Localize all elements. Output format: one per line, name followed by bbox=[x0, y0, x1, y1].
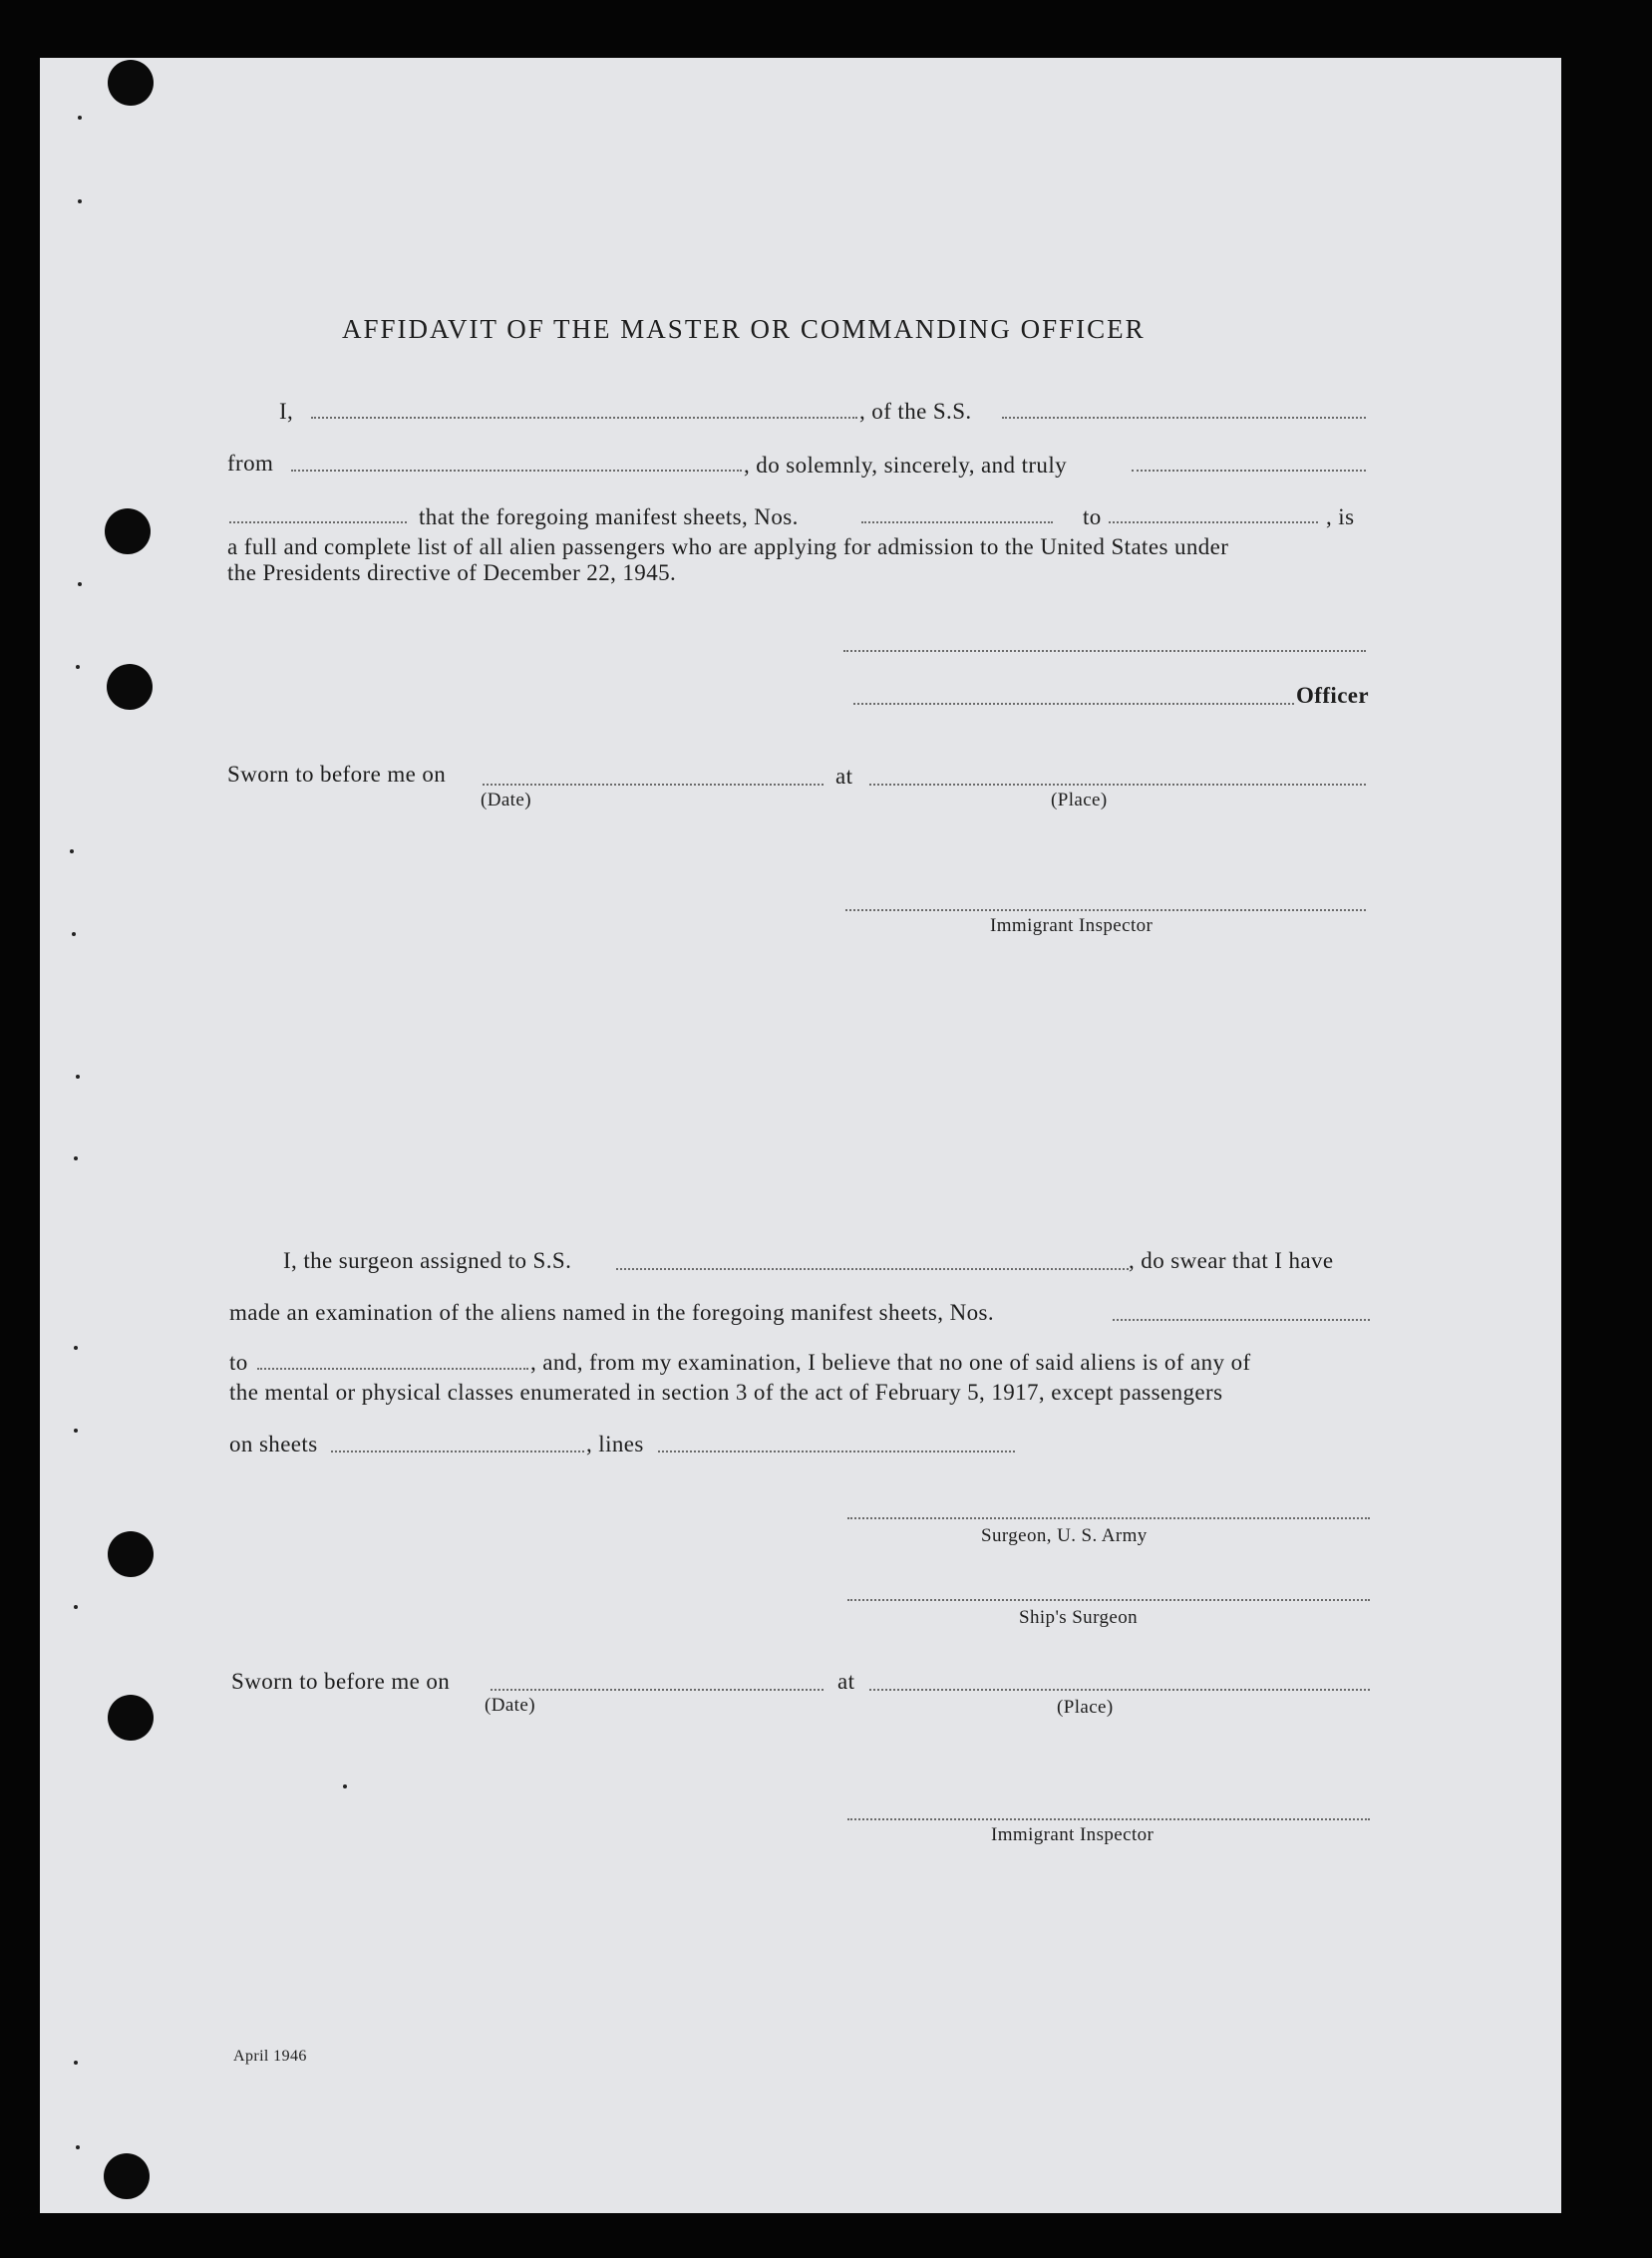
army-surgeon-signature-line[interactable] bbox=[847, 1517, 1370, 1519]
margin-speck bbox=[72, 932, 76, 936]
margin-speck bbox=[76, 665, 80, 669]
officer-title-line[interactable] bbox=[853, 703, 1294, 705]
do-swear-label: , do swear that I have bbox=[1129, 1248, 1334, 1273]
form-page bbox=[40, 58, 1561, 2213]
inspector-label: Immigrant Inspector bbox=[990, 915, 1154, 936]
sworn-date-field-2[interactable] bbox=[491, 1689, 824, 1691]
surgeon-sheets-to-field[interactable] bbox=[257, 1368, 528, 1370]
oath-word-field[interactable] bbox=[1132, 470, 1366, 472]
margin-speck bbox=[78, 199, 82, 203]
margin-speck bbox=[74, 1156, 78, 1160]
sworn-place-field[interactable] bbox=[869, 784, 1366, 786]
margin-speck bbox=[74, 1346, 78, 1350]
officer-label: Officer bbox=[1296, 683, 1370, 708]
punch-hole bbox=[107, 664, 153, 710]
sworn-place-field-2[interactable] bbox=[869, 1689, 1370, 1691]
form-date: April 1946 bbox=[233, 2048, 307, 2065]
margin-speck bbox=[74, 1605, 78, 1609]
swear-affirm-field[interactable] bbox=[229, 521, 407, 523]
ships-surgeon-signature-line[interactable] bbox=[847, 1599, 1370, 1601]
sworn-label-2: Sworn to before me on bbox=[231, 1669, 451, 1694]
margin-speck bbox=[78, 582, 82, 586]
margin-speck bbox=[78, 116, 82, 120]
is-label: , is bbox=[1326, 504, 1355, 529]
from-port-field[interactable] bbox=[291, 470, 742, 472]
date-caption-2: (Date) bbox=[485, 1695, 535, 1716]
to-label: to bbox=[1083, 504, 1102, 529]
surgeon-line-4: the mental or physical classes enumerated in section 3 of the act of February 5, 1917, except passengers bbox=[229, 1380, 1223, 1405]
sworn-date-field[interactable] bbox=[483, 784, 824, 786]
inspector-signature-line[interactable] bbox=[845, 909, 1366, 911]
punch-hole bbox=[104, 2153, 150, 2199]
margin-speck bbox=[74, 2061, 78, 2065]
punch-hole bbox=[105, 508, 151, 554]
ships-surgeon-label: Ship's Surgeon bbox=[1019, 1607, 1138, 1628]
from-label: from bbox=[227, 451, 274, 476]
on-sheets-label: on sheets bbox=[229, 1432, 318, 1456]
affidavit-text-line: a full and complete list of all alien passengers who are applying for admission to the United States under bbox=[227, 534, 1229, 559]
surgeon-line-1: I, the surgeon assigned to S.S. bbox=[283, 1248, 572, 1273]
sworn-label: Sworn to before me on bbox=[227, 762, 447, 787]
surgeon-line-3: , and, from my examination, I believe that no one of said aliens is of any of bbox=[530, 1350, 1251, 1375]
sheets-to-field[interactable] bbox=[1109, 521, 1318, 523]
at-label-2: at bbox=[837, 1669, 855, 1694]
margin-speck bbox=[343, 1784, 347, 1788]
surgeon-sheets-field[interactable] bbox=[1113, 1319, 1370, 1321]
affidavit-i-label: I, bbox=[279, 399, 294, 424]
inspector-signature-line-2[interactable] bbox=[847, 1818, 1370, 1820]
army-surgeon-label: Surgeon, U. S. Army bbox=[981, 1525, 1148, 1546]
affidavit-title: AFFIDAVIT OF THE MASTER OR COMMANDING OFFICER bbox=[342, 314, 1146, 344]
surgeon-line-2: made an examination of the aliens named in the foregoing manifest sheets, Nos. bbox=[229, 1300, 994, 1325]
margin-speck bbox=[70, 849, 74, 853]
margin-speck bbox=[76, 2145, 80, 2149]
surgeon-to-label: to bbox=[229, 1350, 248, 1375]
master-name-field[interactable] bbox=[311, 417, 857, 419]
punch-hole bbox=[108, 1531, 154, 1577]
of-ss-label: , of the S.S. bbox=[859, 399, 972, 424]
except-lines-field[interactable] bbox=[658, 1451, 1015, 1452]
place-caption-2: (Place) bbox=[1057, 1697, 1114, 1718]
officer-signature-line[interactable] bbox=[843, 650, 1366, 652]
margin-speck bbox=[76, 1075, 80, 1079]
date-caption: (Date) bbox=[481, 790, 531, 810]
solemnly-label: , do solemnly, sincerely, and truly bbox=[744, 453, 1068, 478]
except-sheets-field[interactable] bbox=[331, 1451, 584, 1452]
punch-hole bbox=[108, 1695, 154, 1741]
at-label: at bbox=[835, 764, 853, 789]
place-caption: (Place) bbox=[1051, 790, 1108, 810]
manifest-sheets-label: that the foregoing manifest sheets, Nos. bbox=[419, 504, 799, 529]
affidavit-text-line: the Presidents directive of December 22, 1945. bbox=[227, 560, 677, 585]
sheets-from-field[interactable] bbox=[861, 521, 1053, 523]
punch-hole bbox=[108, 60, 154, 106]
lines-label: , lines bbox=[586, 1432, 644, 1456]
ship-name-field[interactable] bbox=[1002, 417, 1366, 419]
margin-speck bbox=[74, 1429, 78, 1433]
surgeon-ship-field[interactable] bbox=[616, 1268, 1129, 1270]
inspector-label-2: Immigrant Inspector bbox=[991, 1824, 1155, 1845]
